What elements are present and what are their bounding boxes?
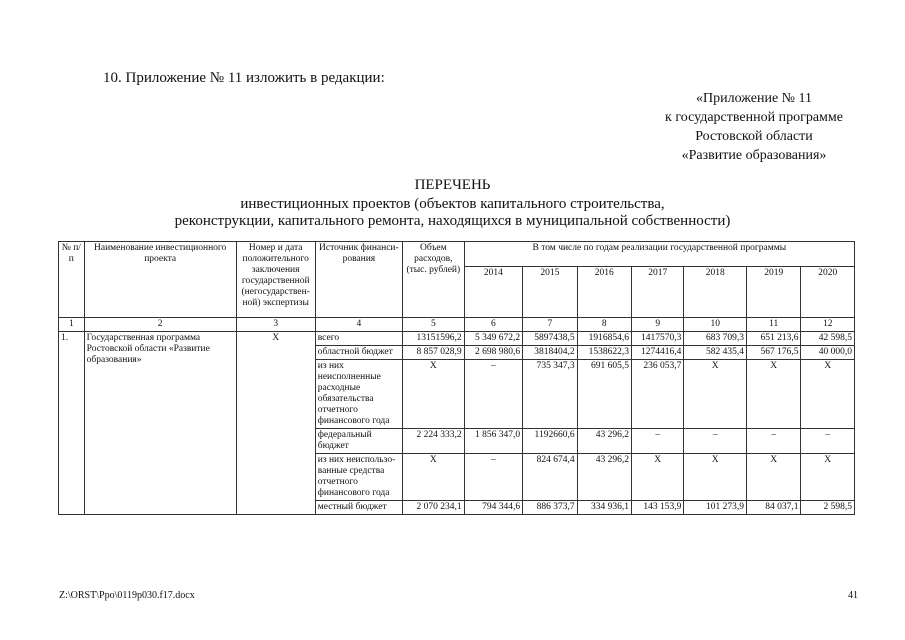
value-cell: 43 296,2 — [577, 429, 631, 454]
header-expertise: Номер и дата положительного заключения государственной (негосударствен-ной) экспертизы — [236, 242, 315, 318]
funding-source: из них неисполненные расходные обязательства отчетного финансового года — [315, 360, 402, 429]
table-row — [59, 332, 855, 346]
header-row-1 — [59, 242, 855, 267]
column-number: 8 — [577, 318, 631, 332]
value-cell: 2 698 980,6 — [464, 346, 523, 360]
value-cell: – — [632, 429, 684, 454]
value-cell: 582 435,4 — [684, 346, 747, 360]
funding-source: всего — [315, 332, 402, 346]
appendix-line-3: Ростовской области — [695, 129, 813, 144]
investment-projects-table — [58, 241, 855, 515]
value-cell: 2 598,5 — [801, 501, 855, 515]
value-cell: 13151596,2 — [403, 332, 465, 346]
column-number: 9 — [632, 318, 684, 332]
value-cell: 40 000,0 — [801, 346, 855, 360]
value-cell: 1192660,6 — [523, 429, 577, 454]
value-cell: 1538622,3 — [577, 346, 631, 360]
page-number: 41 — [848, 590, 858, 601]
value-cell: 683 709,3 — [684, 332, 747, 346]
column-number: 10 — [684, 318, 747, 332]
column-number: 4 — [315, 318, 402, 332]
header-years-group: В том числе по годам реализации государственной программы — [464, 242, 854, 267]
footer-file-path: Z:\ORST\Ppo\0119p030.f17.docx — [59, 590, 195, 601]
value-cell: 691 605,5 — [577, 360, 631, 429]
value-cell: 236 053,7 — [632, 360, 684, 429]
value-cell: 84 037,1 — [747, 501, 801, 515]
header-year: 2015 — [523, 267, 577, 318]
value-cell: 886 373,7 — [523, 501, 577, 515]
value-cell: 735 347,3 — [523, 360, 577, 429]
value-cell: 101 273,9 — [684, 501, 747, 515]
funding-source: местный бюджет — [315, 501, 402, 515]
intro-text: 10. Приложение № 11 изложить в редакции: — [103, 70, 385, 86]
appendix-reference — [665, 89, 843, 165]
header-year: 2014 — [464, 267, 523, 318]
expertise-value: Х — [236, 332, 315, 515]
document-subtitle-line-1: инвестиционных проектов (объектов капитального строительства, — [240, 196, 665, 212]
project-name: Государственная программа Ростовской области «Развитие образования» — [84, 332, 236, 515]
header-year: 2018 — [684, 267, 747, 318]
column-number: 5 — [403, 318, 465, 332]
header-num: № п/п — [59, 242, 85, 318]
value-cell: 2 224 333,2 — [403, 429, 465, 454]
value-cell: 5897438,5 — [523, 332, 577, 346]
value-cell: – — [801, 429, 855, 454]
header-year: 2017 — [632, 267, 684, 318]
value-cell: 3818404,2 — [523, 346, 577, 360]
value-cell: Х — [632, 454, 684, 501]
value-cell: 651 213,6 — [747, 332, 801, 346]
column-number: 7 — [523, 318, 577, 332]
value-cell: 2 070 234,1 — [403, 501, 465, 515]
value-cell: 42 598,5 — [801, 332, 855, 346]
value-cell: – — [464, 454, 523, 501]
row-number: 1. — [59, 332, 85, 515]
value-cell: – — [464, 360, 523, 429]
value-cell: 1916854,6 — [577, 332, 631, 346]
value-cell: 334 936,1 — [577, 501, 631, 515]
value-cell: Х — [747, 454, 801, 501]
column-number-row — [59, 318, 855, 332]
header-funding-source: Источник финанси-рования — [315, 242, 402, 318]
value-cell: Х — [684, 454, 747, 501]
funding-source: из них неиспользо-ванные средства отчетного финансового года — [315, 454, 402, 501]
value-cell: Х — [801, 454, 855, 501]
header-year: 2016 — [577, 267, 631, 318]
value-cell: Х — [801, 360, 855, 429]
value-cell: Х — [403, 360, 465, 429]
funding-source: федеральный бюджет — [315, 429, 402, 454]
value-cell: Х — [684, 360, 747, 429]
value-cell: 43 296,2 — [577, 454, 631, 501]
value-cell: 567 176,5 — [747, 346, 801, 360]
document-subtitle-line-2: реконструкции, капитального ремонта, находящихся в муниципальной собственности) — [174, 213, 731, 229]
header-year: 2019 — [747, 267, 801, 318]
column-number: 11 — [747, 318, 801, 332]
value-cell: Х — [747, 360, 801, 429]
value-cell: – — [747, 429, 801, 454]
value-cell: – — [684, 429, 747, 454]
funding-source: областной бюджет — [315, 346, 402, 360]
column-number: 6 — [464, 318, 523, 332]
value-cell: 143 153,9 — [632, 501, 684, 515]
column-number: 2 — [84, 318, 236, 332]
appendix-line-1: «Приложение № 11 — [696, 91, 812, 106]
value-cell: 1274416,4 — [632, 346, 684, 360]
document-title: ПЕРЕЧЕНЬ — [414, 177, 491, 193]
header-volume: Объем расходов, (тыс. рублей) — [403, 242, 465, 318]
column-number: 12 — [801, 318, 855, 332]
appendix-line-4: «Развитие образования» — [681, 148, 827, 163]
value-cell: Х — [403, 454, 465, 501]
value-cell: 1 856 347,0 — [464, 429, 523, 454]
value-cell: 8 857 028,9 — [403, 346, 465, 360]
column-number: 1 — [59, 318, 85, 332]
appendix-line-2: к государственной программе — [665, 110, 843, 125]
header-project-name: Наименование инвестиционного проекта — [84, 242, 236, 318]
column-number: 3 — [236, 318, 315, 332]
value-cell: 824 674,4 — [523, 454, 577, 501]
header-year: 2020 — [801, 267, 855, 318]
value-cell: 1417570,3 — [632, 332, 684, 346]
value-cell: 794 344,6 — [464, 501, 523, 515]
value-cell: 5 349 672,2 — [464, 332, 523, 346]
